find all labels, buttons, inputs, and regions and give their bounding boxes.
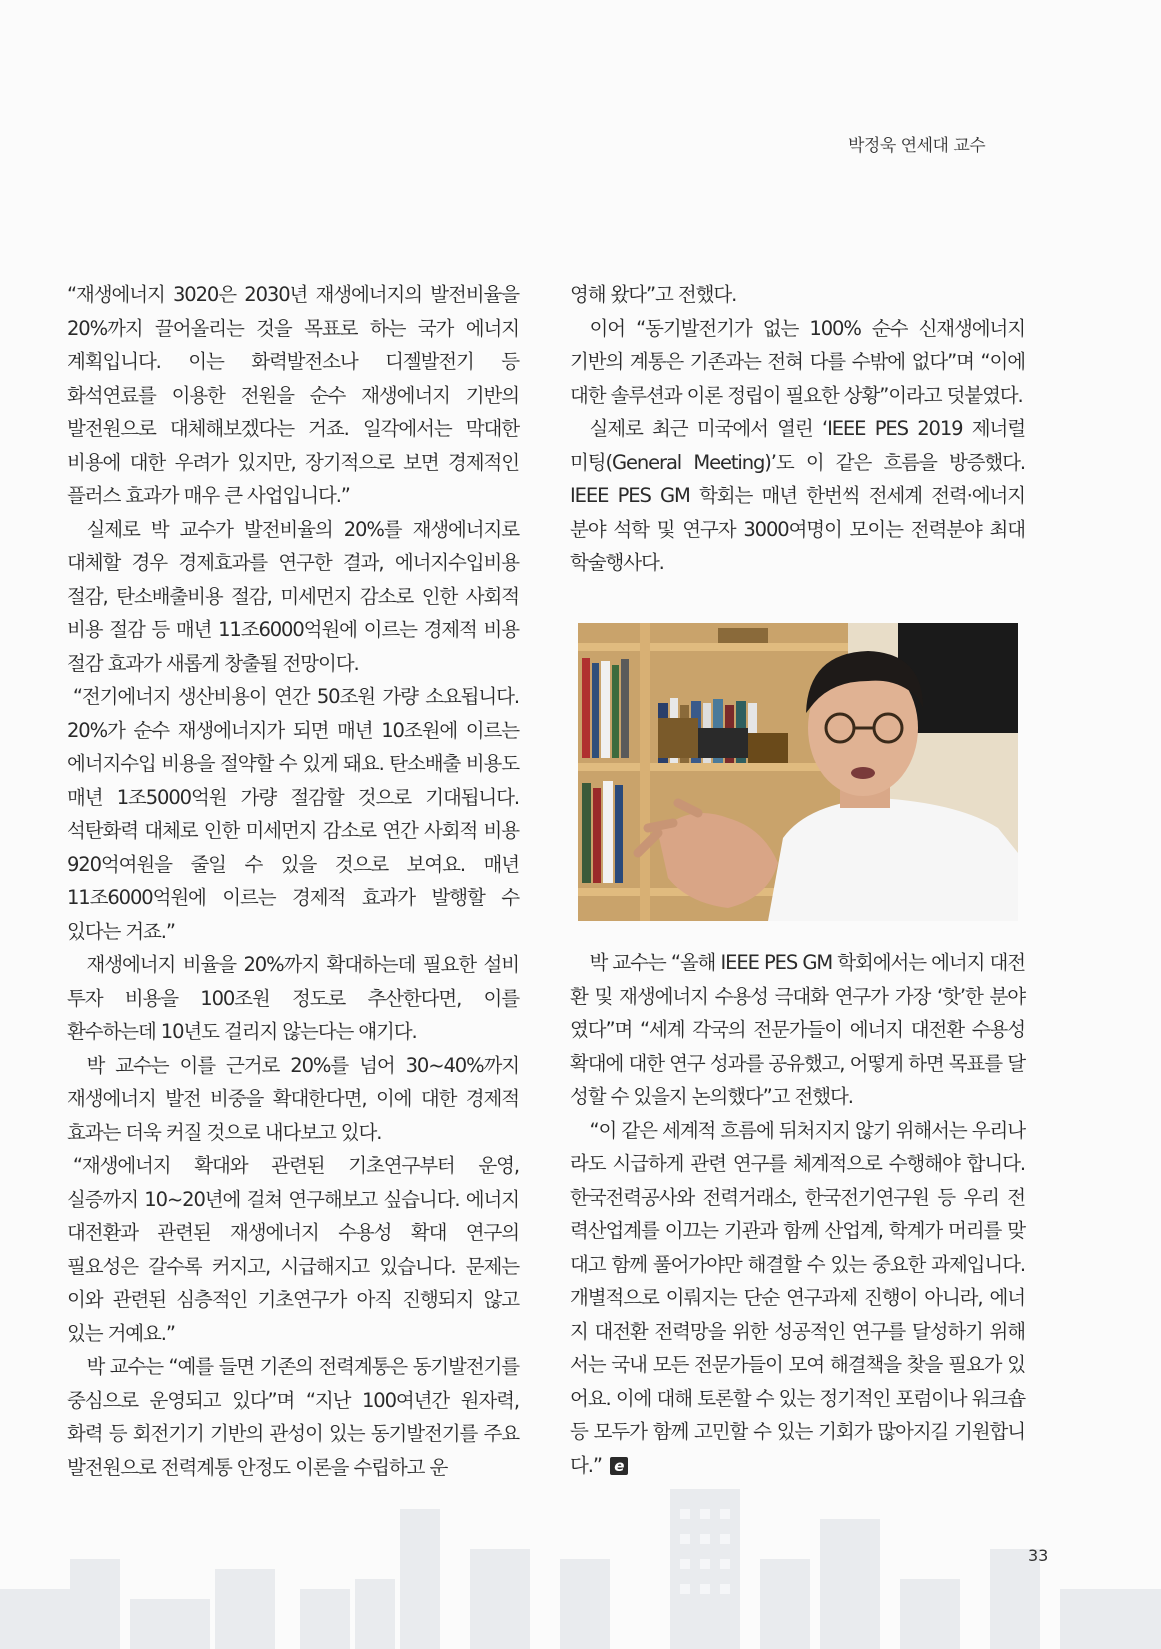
right-column-bottom	[570, 946, 1025, 1482]
city-skyline-decoration	[0, 1439, 1161, 1649]
paragraph: 영해 왔다”고 전했다.	[570, 283, 737, 306]
interview-photo	[578, 623, 1018, 921]
paragraph: 박 교수는 이를 근거로 20%를 넘어 30~40%까지 재생에너지 발전 비중을 확대한다면, 이에 대한 경제적 효과는 더욱 커질 것으로 내다보고 있다.	[67, 1053, 519, 1144]
paragraph: 실제로 최근 미국에서 열린 ‘IEEE PES 2019 제너럴 미팅(General Meeting)’도 이 같은 흐름을 방증했다. IEEE PES GM 학회는 매년 한번씩 전세계 전력·에너지 분야 석학 및 연구자 3000여명이 모이는 전력분야 최대 학술행사다.	[570, 417, 1025, 574]
left-column	[67, 278, 519, 1484]
paragraph: 재생에너지 비율을 20%까지 확대하는데 필요한 설비 투자 비용을 100조원 정도로 추산한다면, 이를 환수하는데 10년도 걸리지 않는다는 얘기다.	[67, 953, 519, 1043]
paragraph: 박 교수는 “예를 들면 기존의 전력계통은 동기발전기를 중심으로 운영되고 있다”며 “지난 100여년간 원자력, 화력 등 회전기기 기반의 관성이 있는 동기발전기를 주요 발전원으로 전력계통 안정도 이론을 수립하고 운	[67, 1355, 519, 1479]
paragraph: 실제로 박 교수가 발전비율의 20%를 재생에너지로 대체할 경우 경제효과를 연구한 결과, 에너지수입비용 절감, 탄소배출비용 절감, 미세먼지 감소로 인한 사회적 비용 절감 등 매년 11조6000억원에 이르는 경제적 비용 절감 효과가 새롭게 창출될 전망이다.	[67, 517, 519, 675]
paragraph: 박 교수는 “올해 IEEE PES GM 학회에서는 에너지 대전환 및 재생에너지 수용성 극대화 연구가 가장 ‘핫’한 분야였다”며 “세계 각국의 전문가들이 에너지 대전환 수용성 확대에 대한 연구 성과를 공유했고, 어떻게 하면 목표를 달성할 수 있을지 논의했다”고 전했다.	[570, 951, 1025, 1108]
author-credit: 박정욱 연세대 교수	[848, 136, 986, 156]
right-column-top	[570, 278, 1025, 580]
paragraph	[570, 1114, 1025, 1483]
paragraph: “재생에너지 3020은 2030년 재생에너지의 발전비율을 20%까지 끌어올리는 것을 목표로 하는 국가 에너지 계획입니다. 이는 화력발전소나 디젤발전기 등 화석연료를 이용한 전원을 순수 재생에너지 기반의 발전원으로 대체해보겠다는 거죠. 일각에서는 막대한 비용에 대한 우려가 있지만, 장기적으로 보면 경제적인 플러스 효과가 매우 큰 사업입니다.”	[67, 283, 519, 507]
paragraph: “전기에너지 생산비용이 연간 50조원 가량 소요됩니다. 20%가 순수 재생에너지가 되면 매년 10조원에 이르는 에너지수입 비용을 절약할 수 있게 돼요. 탄소배출 비용도 매년 1조5000억원 가량 절감할 것으로 기대됩니다. 석탄화력 대체로 인한 미세먼지 감소로 연간 사회적 비용 920억여원을 줄일 수 있을 것으로 보여요. 매년 11조6000억원에 이르는 경제적 효과가 발행할 수 있다는 거죠.”	[67, 685, 519, 943]
paragraph: 이어 “동기발전기가 없는 100% 순수 신재생에너지 기반의 계통은 기존과는 전혀 다를 수밖에 없다”며 “이에 대한 솔루션과 이론 정립이 필요한 상황”이라고 덧붙였다.	[570, 316, 1025, 407]
page-number: 33	[1028, 1546, 1049, 1565]
closing-quote-text: “이 같은 세계적 흐름에 뒤처지지 않기 위해서는 우리나라도 시급하게 관련 연구를 체계적으로 수행해야 합니다. 한국전력공사와 전력거래소, 한국전기연구원 등 우리 전력산업계를 이끄는 기관과 함께 산업계, 학계가 머리를 맞대고 함께 풀어가야만 해결할 수 있는 중요한 과제입니다. 개별적으로 이뤄지는 단순 연구과제 진행이 아니라, 에너지 대전환 전력망을 위한 성공적인 연구를 달성하기 위해서는 국내 모든 전문가들이 모여 해결책을 찾을 필요가 있어요. 이에 대해 토론할 수 있는 정기적인 포럼이나 워크숍 등 모두가 함께 고민할 수 있는 기회가 많아지길 기원합니다.”	[570, 1118, 1025, 1477]
end-of-article-icon: e	[610, 1457, 628, 1475]
paragraph: “재생에너지 확대와 관련된 기초연구부터 운영, 실증까지 10~20년에 걸쳐 연구해보고 싶습니다. 에너지 대전환과 관련된 재생에너지 수용성 확대 연구의 필요성은 갈수록 커지고, 시급해지고 있습니다. 문제는 이와 관련된 심층적인 기초연구가 아직 진행되지 않고 있는 거예요.”	[67, 1154, 519, 1345]
